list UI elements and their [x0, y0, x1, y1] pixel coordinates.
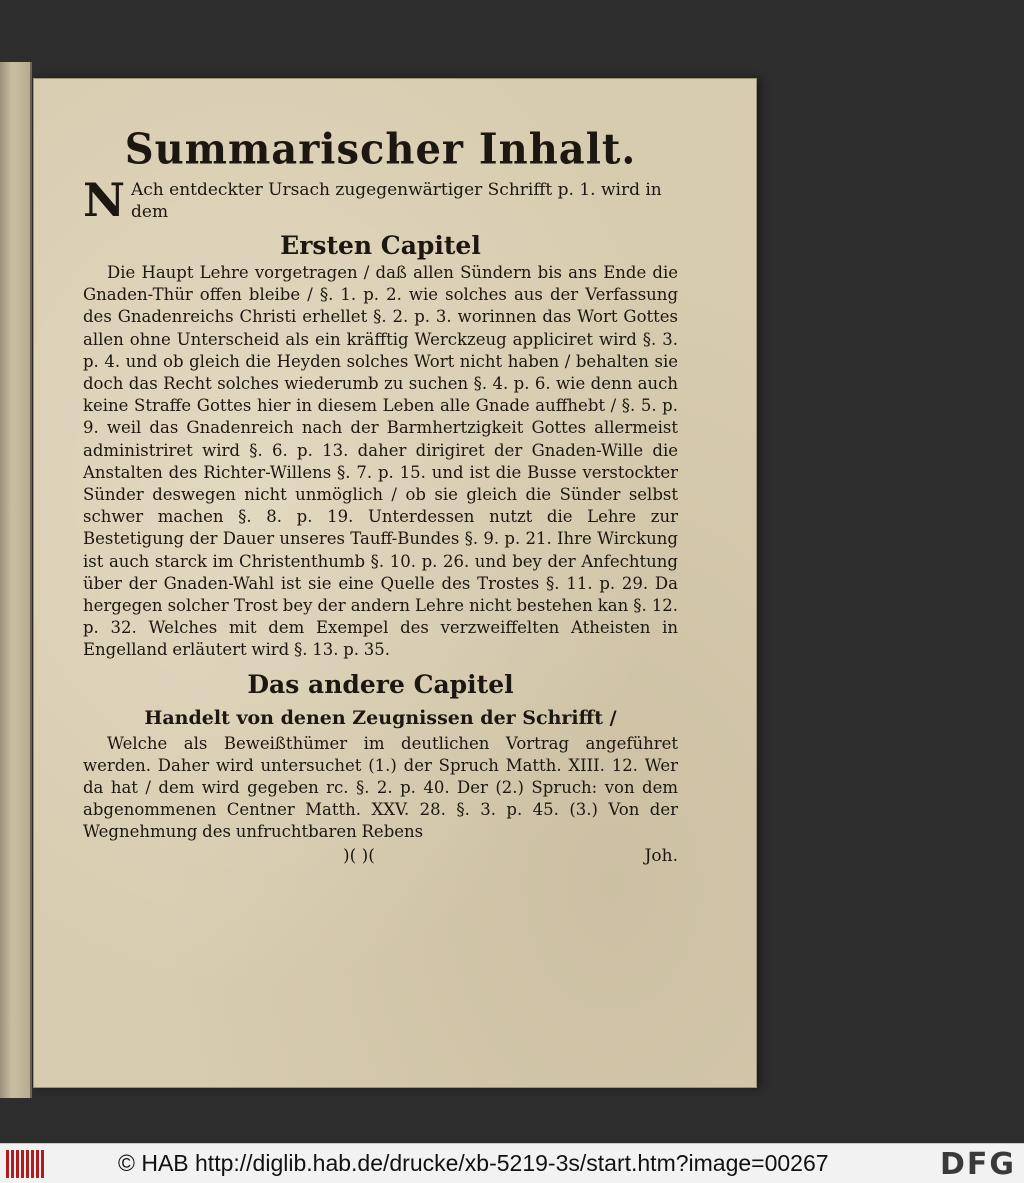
intro-paragraph	[83, 173, 678, 227]
chapter-2-text: Welche als Beweißthümer im deutlichen Vortrag angeführet werden. Daher wird untersuchet (1.) der Spruch Matth. XIII. 12. Wer da hat / dem wird gegeben rc. §. 2. p. 40. Der (2.) Spruch: von dem abgenommenen Centner Matth. XXV. 28. §. 3. p. 45. (3.) Von der Wegnehmung des unfruchtbaren Rebens	[83, 733, 678, 842]
page-foot	[83, 846, 678, 870]
hab-logo-icon	[6, 1150, 46, 1178]
catchword: Joh.	[644, 845, 678, 866]
book-page	[33, 78, 757, 1088]
chapter-2-subtitle: Handelt von denen Zeugnissen der Schrifft /	[144, 706, 617, 729]
intro-text: Ach entdeckter Ursach zugegenwärtiger Schrifft p. 1. wird in dem	[131, 180, 662, 222]
footer-url-text[interactable]: © HAB http://diglib.hab.de/drucke/xb-5219-3s/start.htm?image=00267	[118, 1150, 829, 1176]
page-content	[83, 126, 678, 870]
dfg-logo: DFG	[939, 1147, 1016, 1182]
drop-cap-letter: N	[83, 173, 126, 227]
viewer-footer-bar	[0, 1143, 1024, 1183]
signature-mark: )( )(	[343, 845, 375, 866]
chapter-1-title: Ersten Capitel	[280, 231, 481, 260]
chapter-2-title: Das andere Capitel	[247, 669, 514, 699]
page-title: Summarischer Inhalt.	[124, 124, 637, 175]
adjacent-page-edge	[0, 62, 32, 1098]
chapter-1-text: Die Haupt Lehre vorgetragen / daß allen Sündern bis ans Ende die Gnaden-Thür offen bleibe / §. 1. p. 2. wie solches aus der Verfassung des Gnadenreichs Christi erhellet §. 2. p. 3. worinnen das Wort Gottes allen ohne Unterscheid als ein kräfftig Werckzeug appliciret wird §. 3. p. 4. und ob gleich die Heyden solches Wort nicht haben / behalten sie doch das Recht solches wiederumb zu suchen §. 4. p. 6. wie denn auch keine Straffe Gottes hier in diesem Leben alle Gnade auffhebt / §. 5. p. 9. weil das Gnadenreich nach der Barmhertzigkeit Gottes allermeist administriret wird §. 6. p. 13. daher dirigiret der Gnaden-Wille die Anstalten des Richter-Willens §. 7. p. 15. und ist die Busse verstockter Sünder deswegen nicht unmöglich / ob sie gleich die Sünder selbst schwer machen §. 8. p. 19. Unterdessen nutzt die Lehre zur Bestetigung der Dauer unseres Tauff-Bundes §. 9. p. 21. Ihre Wirckung ist auch starck im Christenthumb §. 10. p. 26. und bey der Anfechtung über der Gnaden-Wahl ist sie eine Quelle des Trostes §. 11. p. 29. Da hergegen solcher Trost bey der andern Lehre nicht bestehen kan §. 12. p. 32. Welches mit dem Exempel des verzweiffelten Atheisten in Engelland erläutert wird §. 13. p. 35.	[83, 263, 678, 660]
